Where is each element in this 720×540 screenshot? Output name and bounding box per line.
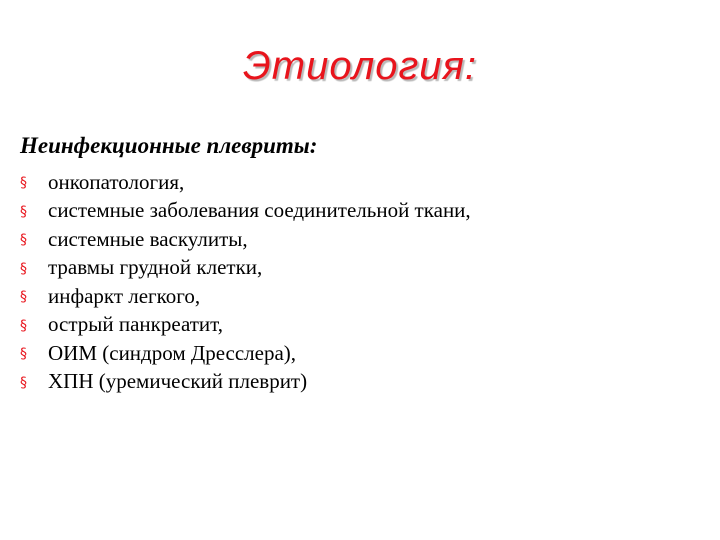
list-item-text: острый панкреатит, — [48, 312, 223, 337]
list-item-text: травмы грудной клетки, — [48, 255, 263, 280]
slide-title — [0, 44, 720, 89]
list-item — [20, 168, 471, 197]
list-item — [20, 254, 471, 283]
list-item — [20, 368, 471, 397]
list-item-text: системные васкулиты, — [48, 226, 248, 251]
section-sign-bullet-icon: § — [20, 289, 27, 306]
list-item — [20, 225, 471, 254]
section-sign-bullet-icon: § — [20, 317, 27, 334]
list-item — [20, 339, 471, 368]
list-item — [20, 282, 471, 311]
section-sign-bullet-icon: § — [20, 346, 27, 363]
section-sign-bullet-icon: § — [20, 232, 27, 249]
list-item-text: инфаркт легкого, — [48, 283, 201, 308]
bullet-list — [20, 168, 471, 396]
list-item-text: ОИМ (синдром Дресслера), — [48, 340, 297, 365]
section-sign-bullet-icon: § — [20, 203, 27, 220]
slide-title-text: Этиология: — [243, 44, 477, 88]
section-sign-bullet-icon: § — [20, 374, 27, 391]
section-subtitle: Неинфекционные плевриты: — [20, 133, 318, 158]
section-sign-bullet-icon: § — [20, 175, 27, 192]
list-item-text: ХПН (уремический плеврит) — [48, 369, 308, 394]
list-item-text: системные заболевания соединительной ткани, — [48, 198, 471, 223]
list-item — [20, 311, 471, 340]
list-item-text: онкопатология, — [48, 169, 185, 194]
section-sign-bullet-icon: § — [20, 260, 27, 277]
list-item — [20, 197, 471, 226]
